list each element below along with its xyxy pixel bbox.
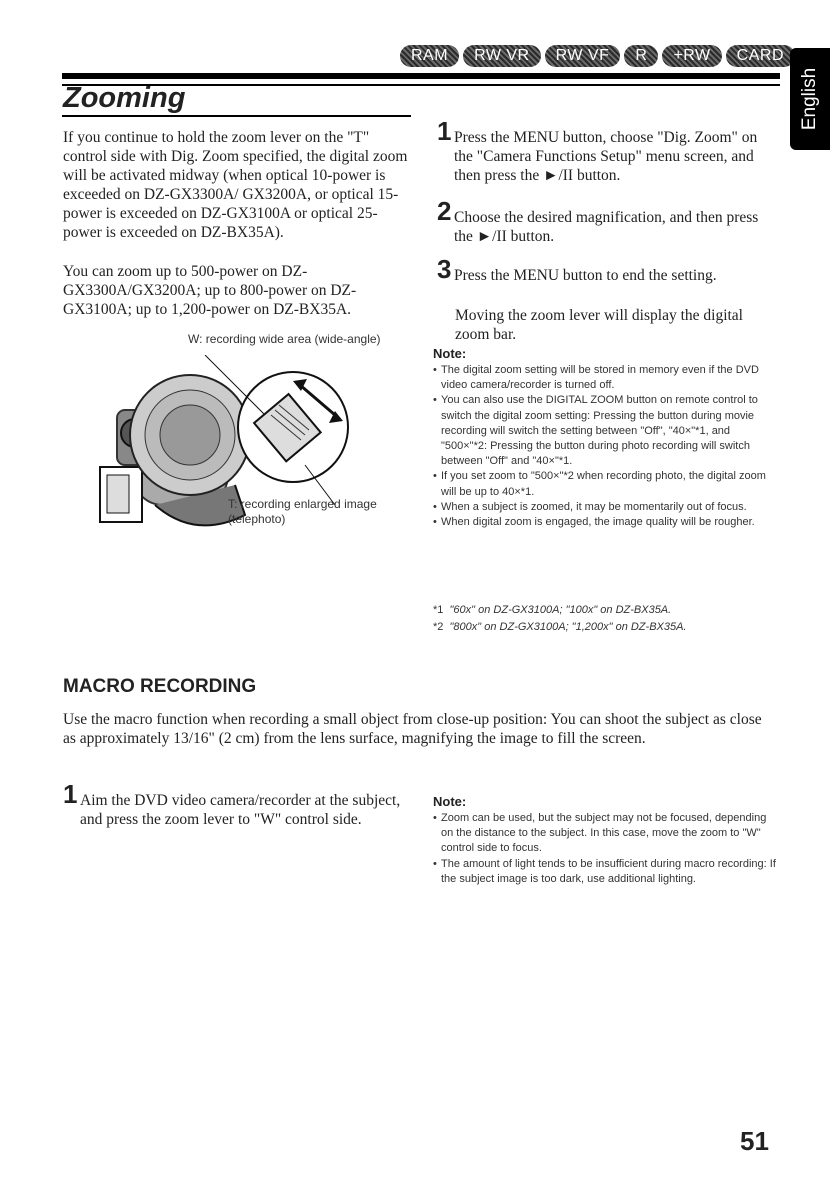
note-item: • When digital zoom is engaged, the image quality will be rougher. <box>433 515 778 530</box>
media-badge: RAM <box>400 45 459 67</box>
step-number: 3 <box>437 254 452 284</box>
step-text: Aim the DVD video camera/recorder at the subject, and press the zoom lever to "W" control side. <box>80 792 401 828</box>
step-number: 1 <box>437 116 452 146</box>
intro-paragraph-2: You can zoom up to 500-power on DZ-GX3300A/GX3200A; up to 800-power on DZ-GX3100A; up to 1,200-power on DZ-BX35A. <box>63 263 357 318</box>
step-number: 1 <box>63 779 78 809</box>
media-badge: R <box>624 45 658 67</box>
title-underline <box>62 115 411 117</box>
note-list-macro <box>433 811 778 887</box>
intro-paragraph: If you continue to hold the zoom lever on the "T" control side with Dig. Zoom specified, the digital zoom will be activated midway (when optical 10-power is exceeded on DZ-GX3300A/ GX3200A, or optical 15-power is exceeded on DZ-GX3100A or optical 25-power is exceeded on DZ-BX35A). <box>63 129 408 241</box>
media-badge: +RW <box>662 45 721 67</box>
media-badge: RW VR <box>463 45 541 67</box>
note-item: • If you set zoom to "500×"*2 when recording photo, the digital zoom will be up to 40×*1. <box>433 469 778 499</box>
note-item: • The digital zoom setting will be stored in memory even if the DVD video camera/recorder is turned off. <box>433 363 778 393</box>
note-label: Note: <box>433 346 467 361</box>
media-badge: CARD <box>726 45 795 67</box>
footnote-mark: *2 <box>433 621 444 633</box>
footnote-mark: *1 <box>433 604 444 616</box>
language-tab-label: English <box>799 67 820 131</box>
page-number: 51 <box>740 1126 769 1156</box>
page-title: Zooming <box>63 82 186 114</box>
step-text: Press the MENU button to end the setting. <box>454 267 717 284</box>
media-badge: RW VF <box>545 45 621 67</box>
footnote <box>433 621 687 633</box>
note-item: • Zoom can be used, but the subject may not be focused, depending on the distance to the subject. In this case, move the zoom to "W" control side to focus. <box>433 811 778 857</box>
macro-paragraph: Use the macro function when recording a small object from close-up position: You can shoot the subject as close as approximately 13/16" (2 cm) from the lens surface, magnifying the image to fill the screen. <box>63 711 762 747</box>
header-rule <box>62 73 780 79</box>
footnote-text: "800x" on DZ-GX3100A; "1,200x" on DZ-BX35A. <box>449 621 687 633</box>
media-badges <box>400 45 795 67</box>
footnote <box>433 604 671 616</box>
caption-wide: W: recording wide area (wide-angle) <box>188 332 381 346</box>
section-heading: MACRO RECORDING <box>63 676 257 697</box>
step-text: Choose the desired magnification, and then press the ►/II button. <box>454 209 759 245</box>
language-tab <box>790 48 830 150</box>
step-number: 2 <box>437 196 452 226</box>
footnote-text: "60x" on DZ-GX3100A; "100x" on DZ-BX35A. <box>449 604 672 616</box>
note-item: • When a subject is zoomed, it may be momentarily out of focus. <box>433 500 778 515</box>
caption-telephoto: T: recording enlarged image (telephoto) <box>228 497 377 526</box>
step-2 <box>437 196 777 246</box>
note-item: • The amount of light tends to be insufficient during macro recording: If the subject image is too dark, use additional lighting. <box>433 857 778 887</box>
macro-step-1 <box>63 779 408 829</box>
step-1 <box>437 116 777 185</box>
note-list <box>433 363 778 530</box>
step-result: Moving the zoom lever will display the digital zoom bar. <box>455 307 743 343</box>
step-text: Press the MENU button, choose "Dig. Zoom" on the "Camera Functions Setup" menu screen, and then press the ►/II button. <box>454 129 758 184</box>
step-3 <box>437 254 777 285</box>
note-label: Note: <box>433 794 467 809</box>
note-item: • You can also use the DIGITAL ZOOM button on remote control to switch the digital zoom setting: Pressing the button during movie recording will switch the setting between "Off", "40×"*1, and "500×"*2: Pressing the button during photo recording will switch between "Off" and "40×"*1. <box>433 393 778 469</box>
